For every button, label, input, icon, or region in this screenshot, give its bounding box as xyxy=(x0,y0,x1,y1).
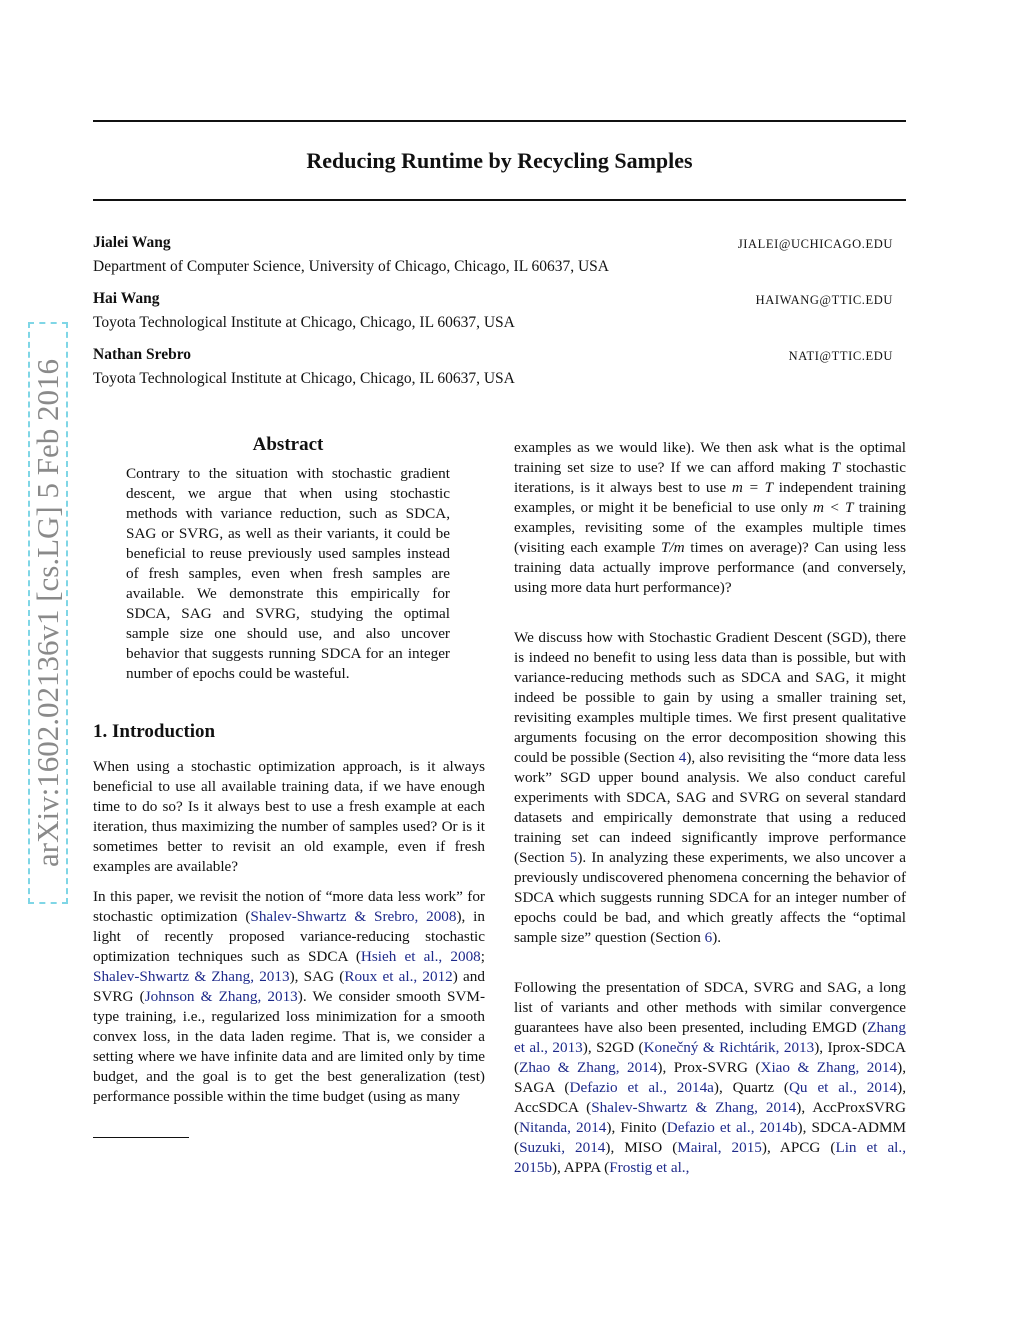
author-affiliation: Toyota Technological Institute at Chicago, Chicago, IL 60637, USA xyxy=(93,314,515,331)
citation-link[interactable]: Shalev-Shwartz & Srebro, 2008 xyxy=(250,908,457,925)
math-equation: m < T xyxy=(813,499,854,516)
intro-paragraph-4: Following the presentation of SDCA, SVRG and SAG, a long list of variants and other methods with similar convergence guarantees have also been presented, including EMGD (Zhang et al., 2013), S2GD (Konečný & Richtárik, 2013), Iprox-SDCA (Zhao & Zhang, 2014), Prox-SVRG (Xiao & Zhang, 2014), SAGA (Defazio et al., 2014a), Quartz (Qu et al., 2014), AccSDCA (Shalev-Shwartz & Zhang, 2014), AccProxSVRG (Nitanda, 2014), Finito (Defazio et al., 2014b), SDCA-ADMM (Suzuki, 2014), MISO (Mairal, 2015), APCG (Lin et al., 2015b), APPA (Frostig et al., xyxy=(514,979,907,1176)
author-name: Hai Wang xyxy=(93,290,160,307)
intro-paragraph-2: In this paper, we revisit the notion of “more data less work” for stochastic optimization (Shalev-Shwartz & Srebro, 2008), in light of recently proposed variance-reducing stochastic optimization techniques such as SDCA (Hsieh et al., 2008; Shalev-Shwartz & Zhang, 2013), SAG (Roux et al., 2012) and SVRG (Johnson & Zhang, 2013). We consider smooth SVM-type training, i.e., regularized loss minimization for a smooth convex loss, in the data laden regime. That is, we consider a setting where we have infinite data and are limited only by time budget, and the goal is to get the best generalization (test) performance possible within the time budget (using as many xyxy=(93,888,485,1105)
abstract-text: Contrary to the situation with stochastic gradient descent, we argue that when using stochastic methods with variance reduction, such as SDCA, SAG or SVRG, as well as their variants, it could be beneficial to reuse previously used samples instead of fresh samples, even when fresh samples are available. We demonstrate this empirically for SDCA, SAG and SVRG, studying the optimal sample size one should use, and also uncover behavior that suggests running SDCA for an integer number of epochs could be wasteful. xyxy=(126,465,450,682)
abstract-heading: Abstract xyxy=(252,434,324,455)
citation-link[interactable]: Hsieh et al., 2008 xyxy=(360,948,481,965)
math-equation: T/m xyxy=(660,539,685,556)
math-T: T xyxy=(831,459,841,476)
citation-link[interactable]: Xiao & Zhang, 2014 xyxy=(760,1059,898,1076)
citation-link[interactable]: Zhang et al., 2013 xyxy=(514,1019,906,1056)
citation-link[interactable]: Roux et al., 2012 xyxy=(344,968,453,985)
author-email: HAIWANG@TTIC.EDU xyxy=(755,293,893,307)
citation-link[interactable]: Shalev-Shwartz & Zhang, 2013 xyxy=(93,968,290,985)
author-email: JIALEI@UCHICAGO.EDU xyxy=(737,237,893,251)
intro-paragraph-2-continued: examples as we would like). We then ask what is the optimal training set size to use? If we can afford making T stochastic iterations, is it always best to use m = T independent training examples, or might it be beneficial to use only m < T training examples, revisiting some of the examples multiple times (visiting each example T/m times on average)? Can using less training data actually improve performance (and conversely, using more data hurt performance)? xyxy=(514,439,907,596)
author-affiliation: Department of Computer Science, University of Chicago, Chicago, IL 60637, USA xyxy=(93,258,609,275)
citation-link[interactable]: Shalev-Shwartz & Zhang, 2014 xyxy=(591,1099,797,1116)
citation-link[interactable]: Defazio et al., 2014a xyxy=(569,1079,714,1096)
citation-link[interactable]: Mairal, 2015 xyxy=(677,1139,762,1156)
math-equation: m = T xyxy=(731,479,774,496)
section-link[interactable]: 5 xyxy=(569,849,578,866)
citation-link[interactable]: Konečný & Richtárik, 2013 xyxy=(643,1039,815,1056)
section-link[interactable]: 6 xyxy=(704,929,713,946)
title-bottom-rule xyxy=(93,199,906,201)
footnote-rule xyxy=(93,1137,189,1138)
citation-link[interactable]: Suzuki, 2014 xyxy=(519,1139,606,1156)
citation-link[interactable]: Zhao & Zhang, 2014 xyxy=(519,1059,658,1076)
arxiv-id: arXiv:1602.02136v1 [cs.LG] 5 Feb 2016 xyxy=(30,359,65,867)
citation-link[interactable]: Frostig et al., xyxy=(609,1159,690,1176)
section-link[interactable]: 4 xyxy=(678,749,687,766)
author-email: NATI@TTIC.EDU xyxy=(788,349,893,363)
arxiv-sidebar xyxy=(28,322,68,904)
citation-link[interactable]: Qu et al., 2014 xyxy=(788,1079,898,1096)
citation-link[interactable]: Defazio et al., 2014b xyxy=(666,1119,798,1136)
title-top-rule xyxy=(93,120,906,122)
citation-link[interactable]: Nitanda, 2014 xyxy=(519,1119,607,1136)
intro-paragraph-3: We discuss how with Stochastic Gradient Descent (SGD), there is indeed no benefit to using less data than is possible, but with variance-reducing methods such as SDCA and SAG, it might indeed be possible to gain by using a smaller training set, revisiting examples multiple times. We first present qualitative arguments focusing on the error decomposition showing this could be possible (Section 4), also revisiting the “more data less work” SGD upper bound analysis. We also conduct careful experiments with SDCA, SAG and SVRG on several standard datasets and empirically demonstrate that using a reduced training set can indeed significantly improve performance (Section 5). In analyzing these experiments, we also uncover a previously undiscovered phenomena concerning the behavior of SDCA which suggests running SDCA for an integer number of epochs could be bad, and which greatly affects the “optimal sample size” question (Section 6). xyxy=(514,629,906,946)
citation-link[interactable]: Lin et al., 2015b xyxy=(514,1139,906,1176)
author-name: Jialei Wang xyxy=(93,234,171,251)
intro-paragraph-1: When using a stochastic optimization approach, is it always beneficial to use all available training data, if we have enough time to do so? Is it always best to use a fresh example at each iteration, thus maximizing the number of samples used? Or is it sometimes better to revisit an old example, even if fresh examples are available? xyxy=(93,758,485,875)
paper-title: Reducing Runtime by Recycling Samples xyxy=(306,148,693,173)
citation-link[interactable]: Johnson & Zhang, 2013 xyxy=(144,988,298,1005)
author-affiliation: Toyota Technological Institute at Chicago, Chicago, IL 60637, USA xyxy=(93,370,515,387)
section-heading-introduction: 1. Introduction xyxy=(93,721,216,742)
author-name: Nathan Srebro xyxy=(93,346,192,363)
